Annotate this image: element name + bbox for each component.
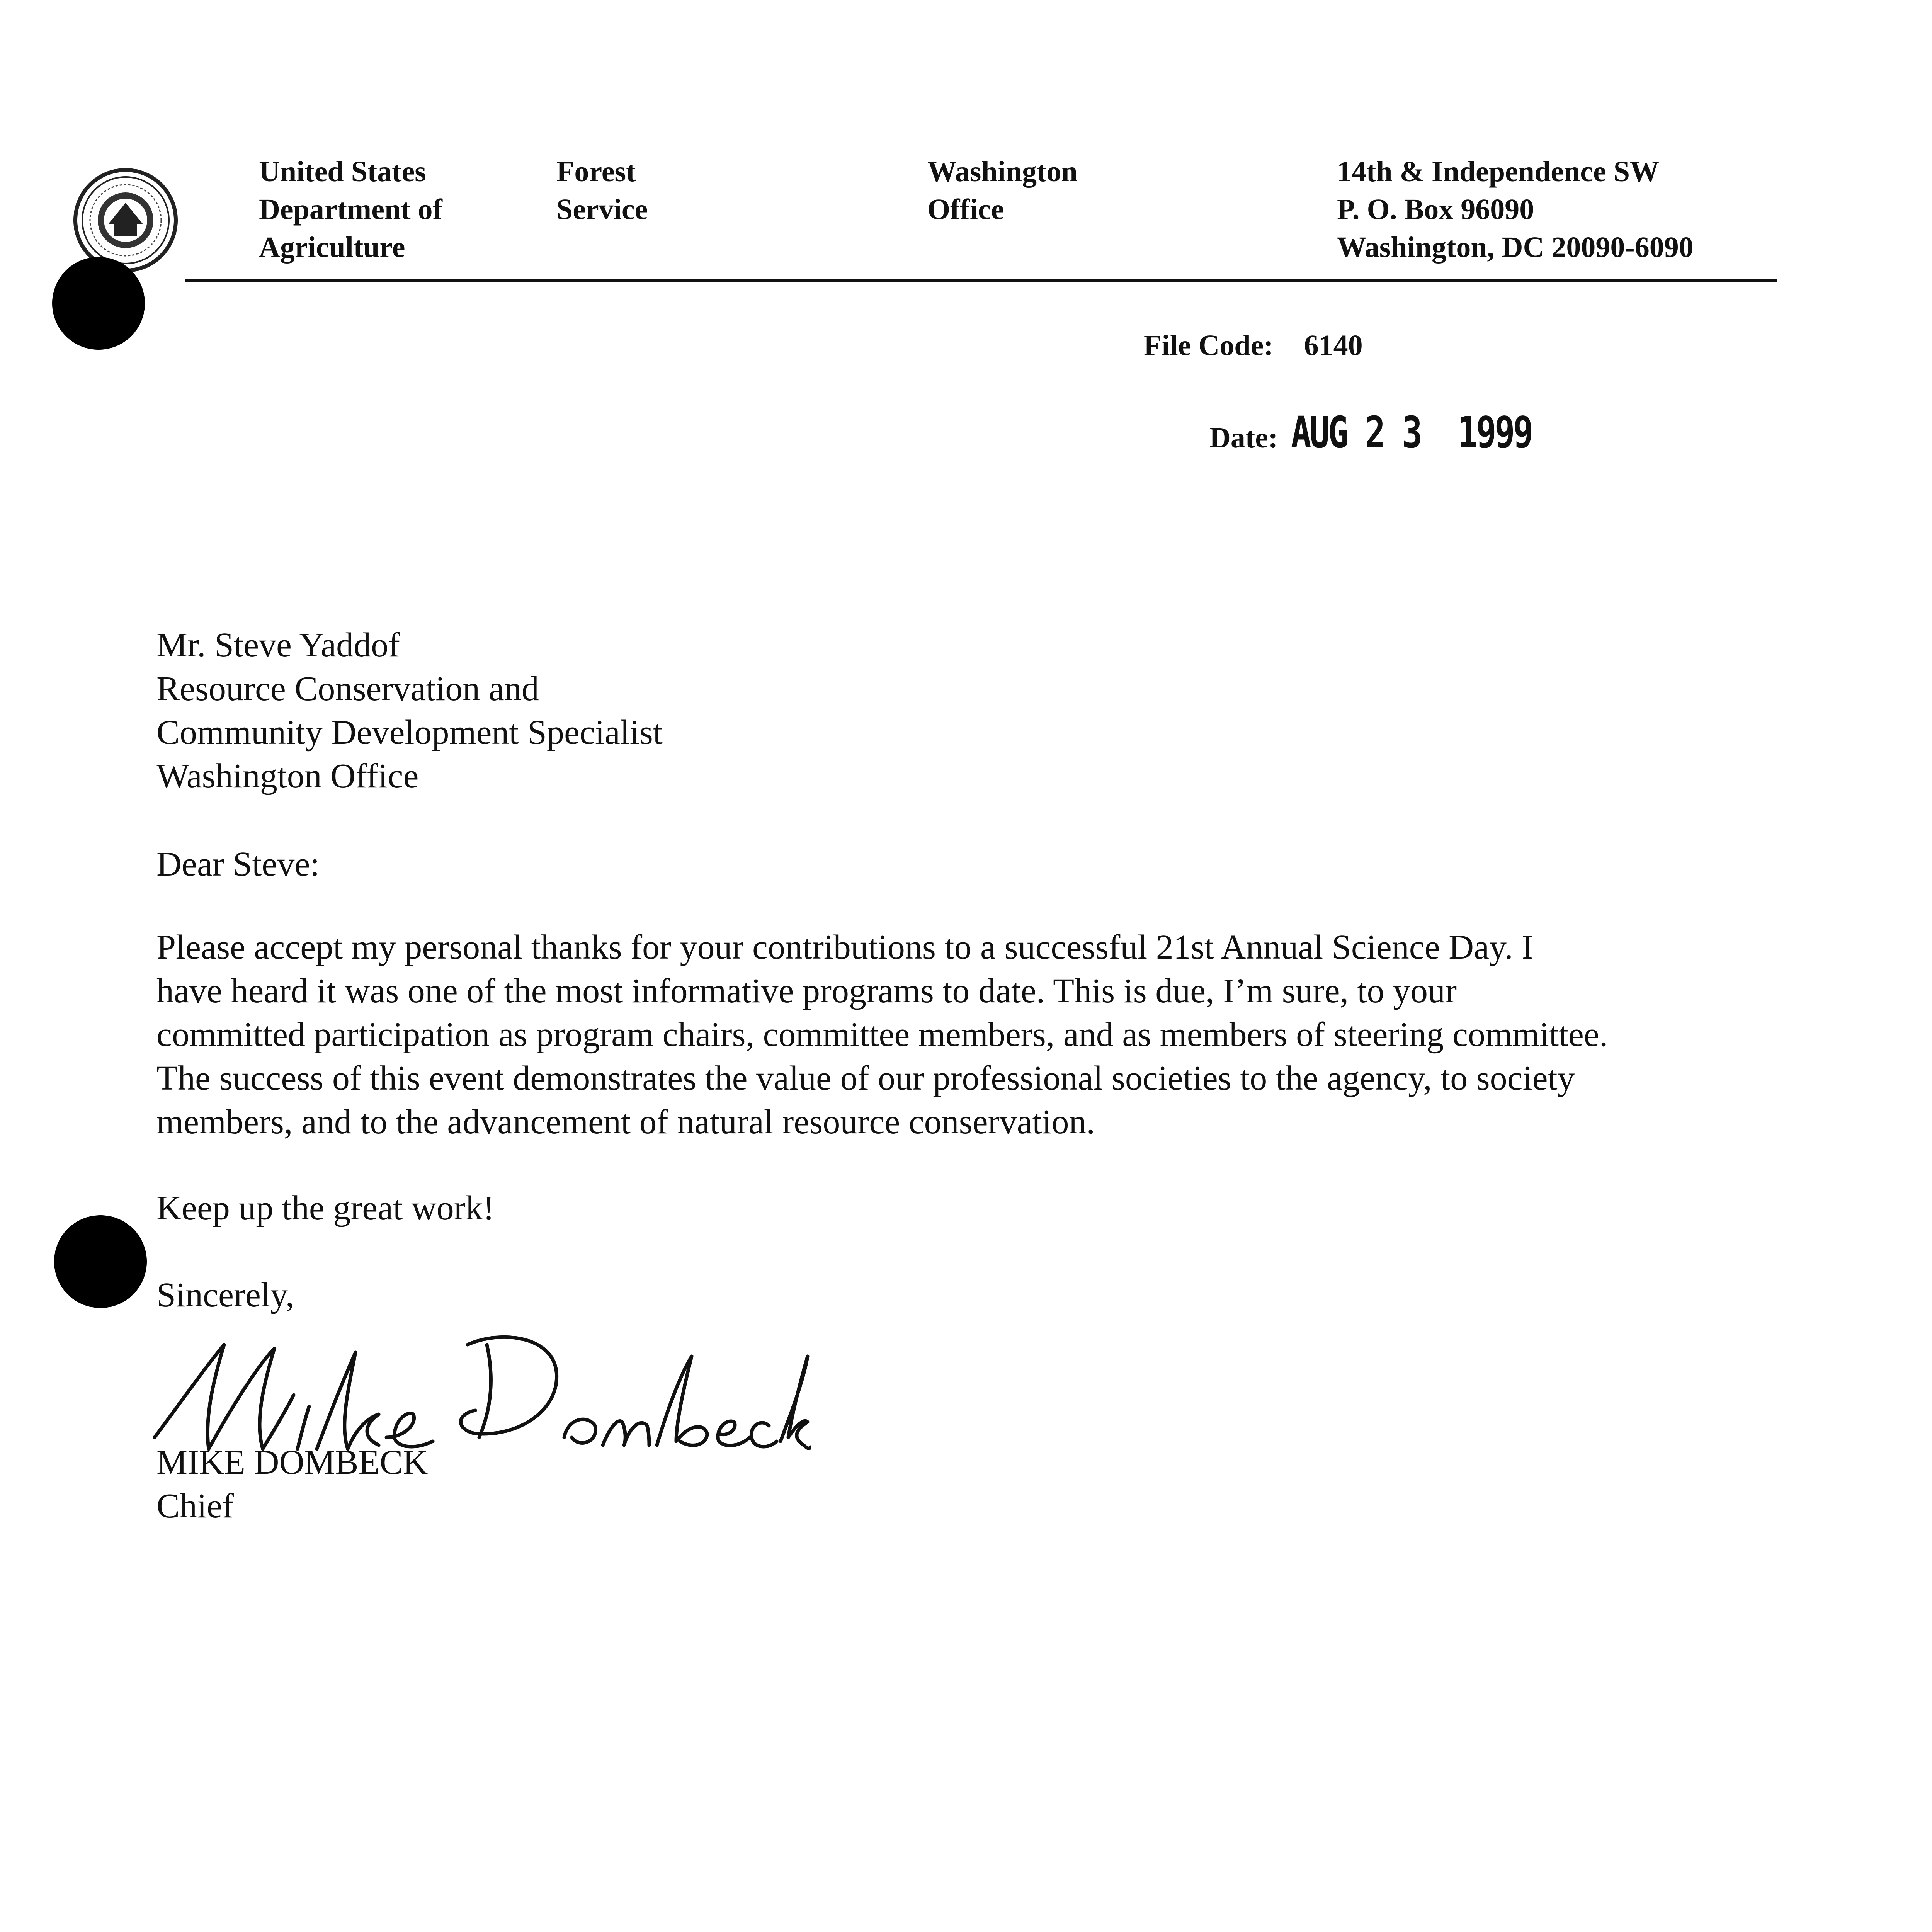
hole-punch-middle <box>54 1215 147 1308</box>
body-line: committed participation as program chairs, committee members, and as members of steering committee. <box>156 1015 1608 1054</box>
agency-line: Agriculture <box>259 231 405 264</box>
recipient-line: Washington Office <box>156 757 419 795</box>
recipient-line: Resource Conservation and <box>156 670 539 708</box>
file-code-value: 6140 <box>1304 329 1363 362</box>
signer-title: Chief <box>156 1487 234 1525</box>
letterhead-address <box>1337 153 1694 266</box>
body-line: The success of this event demonstrates the value of our professional societies to the agency, to society <box>156 1059 1575 1097</box>
closing-remark: Keep up the great work! <box>156 1189 495 1227</box>
file-code <box>1144 327 1363 364</box>
recipient-line: Mr. Steve Yaddof <box>156 626 400 664</box>
letterhead-office <box>927 153 1078 228</box>
address-line: P. O. Box 96090 <box>1337 193 1534 226</box>
office-line: Washington <box>927 155 1078 188</box>
letterhead-divider <box>185 279 1777 282</box>
body-line: members, and to the advancement of natural resource conservation. <box>156 1103 1095 1141</box>
address-line: 14th & Independence SW <box>1337 155 1659 188</box>
letter-body <box>156 925 1608 1144</box>
file-code-label: File Code: <box>1144 329 1274 362</box>
agency-line: United States <box>259 155 426 188</box>
recipient-address <box>156 623 663 798</box>
date-stamp: AUG 2 3 1999 <box>1291 408 1532 458</box>
date <box>1209 408 1600 458</box>
date-label: Date: <box>1209 422 1278 454</box>
service-line: Service <box>556 193 648 226</box>
signer-block <box>156 1440 428 1528</box>
letterhead-service <box>556 153 648 228</box>
address-line: Washington, DC 20090-6090 <box>1337 231 1694 264</box>
recipient-line: Community Development Specialist <box>156 713 663 752</box>
closing: Sincerely, <box>156 1276 294 1314</box>
office-line: Office <box>927 193 1004 226</box>
body-line: have heard it was one of the most informative programs to date. This is due, I’m sure, to your <box>156 972 1457 1010</box>
body-line: Please accept my personal thanks for your contributions to a successful 21st Annual Science Day. I <box>156 928 1534 966</box>
letterhead-agency <box>259 153 442 266</box>
service-line: Forest <box>556 155 636 188</box>
hole-punch-top <box>52 257 145 350</box>
signer-name: MIKE DOMBECK <box>156 1443 428 1481</box>
agency-line: Department of <box>259 193 442 226</box>
salutation: Dear Steve: <box>156 845 320 883</box>
